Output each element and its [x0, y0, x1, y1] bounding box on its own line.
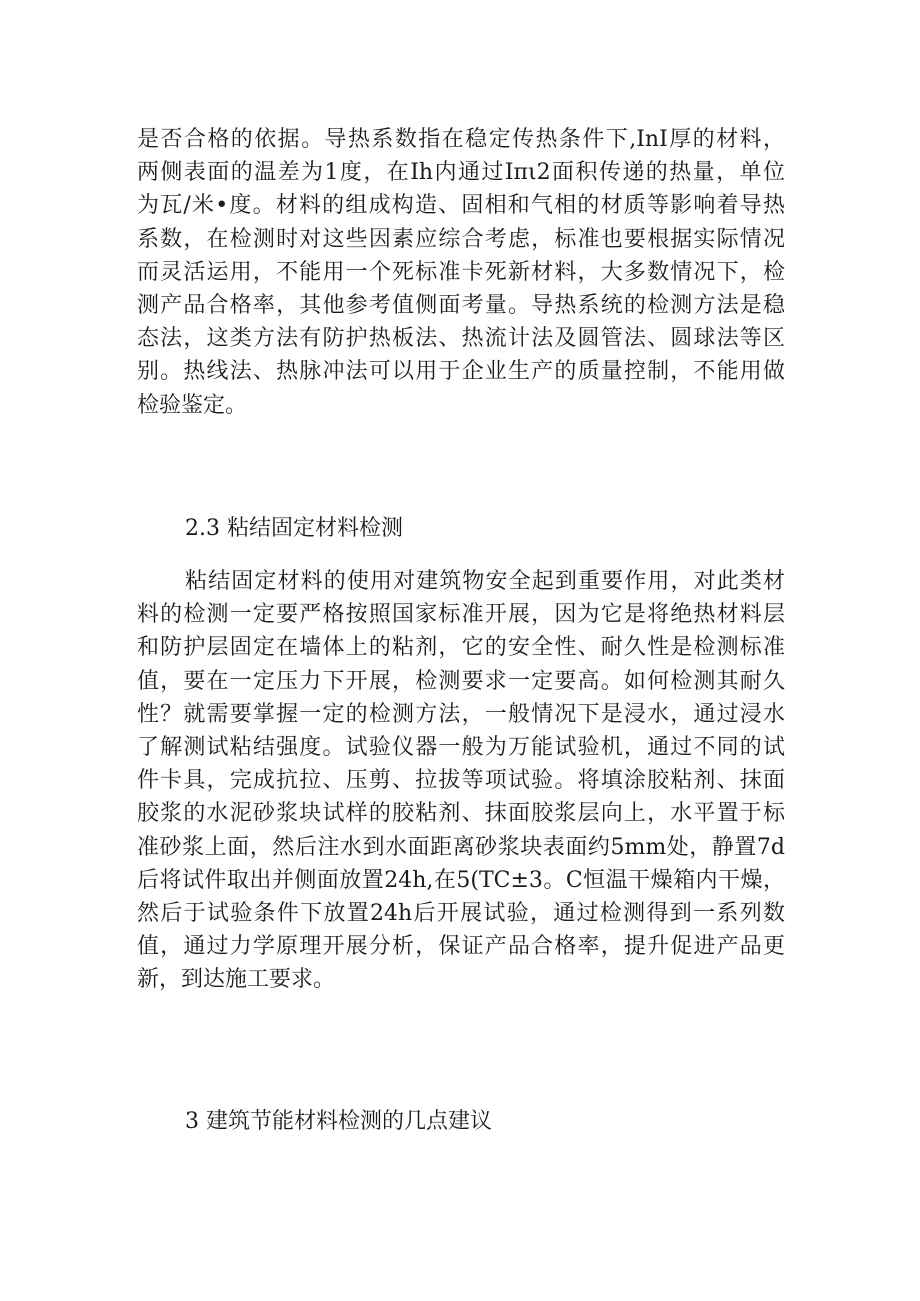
- paragraph-line: 系数，在检测时对这些因素应综合考虑，标准也要根据实际情况: [137, 226, 785, 252]
- section-heading-3: 3 建筑节能材料检测的几点建议: [185, 1109, 492, 1134]
- paragraph-line: 测产品合格率，其他参考值侧面考量。导热系统的检测方法是稳: [137, 292, 785, 318]
- paragraph-line: 为瓦/米•度。材料的组成构造、固相和气相的材质等影响着导热: [137, 193, 785, 219]
- paragraph-line: 后将试件取出并侧面放置24h,在5(TC±3。C恒温干燥箱内干燥，: [137, 867, 785, 893]
- paragraph-line: 了解测试粘结强度。试验仪器一般为万能试验机，通过不同的试: [137, 734, 785, 760]
- paragraph-line: 粘结固定材料的使用对建筑物安全起到重要作用，对此类材: [185, 569, 785, 594]
- paragraph-thermal-conductivity: [137, 123, 785, 422]
- section-heading-2-3: 2.3 粘结固定材料检测: [185, 516, 403, 541]
- paragraph-line: 别。热线法、热脉冲法可以用于企业生产的质量控制，不能用做: [137, 359, 785, 385]
- paragraph-line: 件卡具，完成抗拉、压剪、拉拔等项试验。将填涂胶粘剂、抹面: [137, 768, 785, 794]
- paragraph-line: 是否合格的依据。导热系数指在稳定传热条件下,InI厚的材料，: [137, 127, 785, 152]
- paragraph-line: 检验鉴定。: [137, 392, 248, 418]
- paragraph-line: 性？就需要掌握一定的检测方法，一般情况下是浸水，通过浸水: [137, 701, 785, 727]
- paragraph-line: 和防护层固定在墙体上的粘剂，它的安全性、耐久性是检测标准: [137, 635, 785, 661]
- paragraph-line: 新，到达施工要求。: [137, 967, 336, 993]
- paragraph-line: 值，通过力学原理开展分析，保证产品合格率，提升促进产品更: [137, 934, 785, 960]
- paragraph-line: 而灵活运用，不能用一个死标准卡死新材料，大多数情况下，检: [137, 259, 785, 285]
- paragraph-line: 态法，这类方法有防护热板法、热流计法及圆管法、圆球法等区: [137, 326, 785, 352]
- paragraph-line: 准砂浆上面，然后注水到水面距离砂浆块表面约5mm处，静置7d: [137, 834, 785, 860]
- paragraph-line: 然后于试验条件下放置24h后开展试验，通过检测得到一系列数: [137, 900, 785, 926]
- paragraph-adhesive-materials: [137, 565, 785, 996]
- paragraph-line: 胶浆的水泥砂浆块试样的胶粘剂、抹面胶浆层向上，水平置于标: [137, 801, 785, 827]
- paragraph-line: 值，要在一定压力下开展，检测要求一定要高。如何检测其耐久: [137, 668, 785, 694]
- paragraph-line: 料的检测一定要严格按照国家标准开展，因为它是将绝热材料层: [137, 602, 785, 628]
- paragraph-line: 两侧表面的温差为1度，在Ih内通过Iπι2面积传递的热量，单位: [137, 160, 785, 186]
